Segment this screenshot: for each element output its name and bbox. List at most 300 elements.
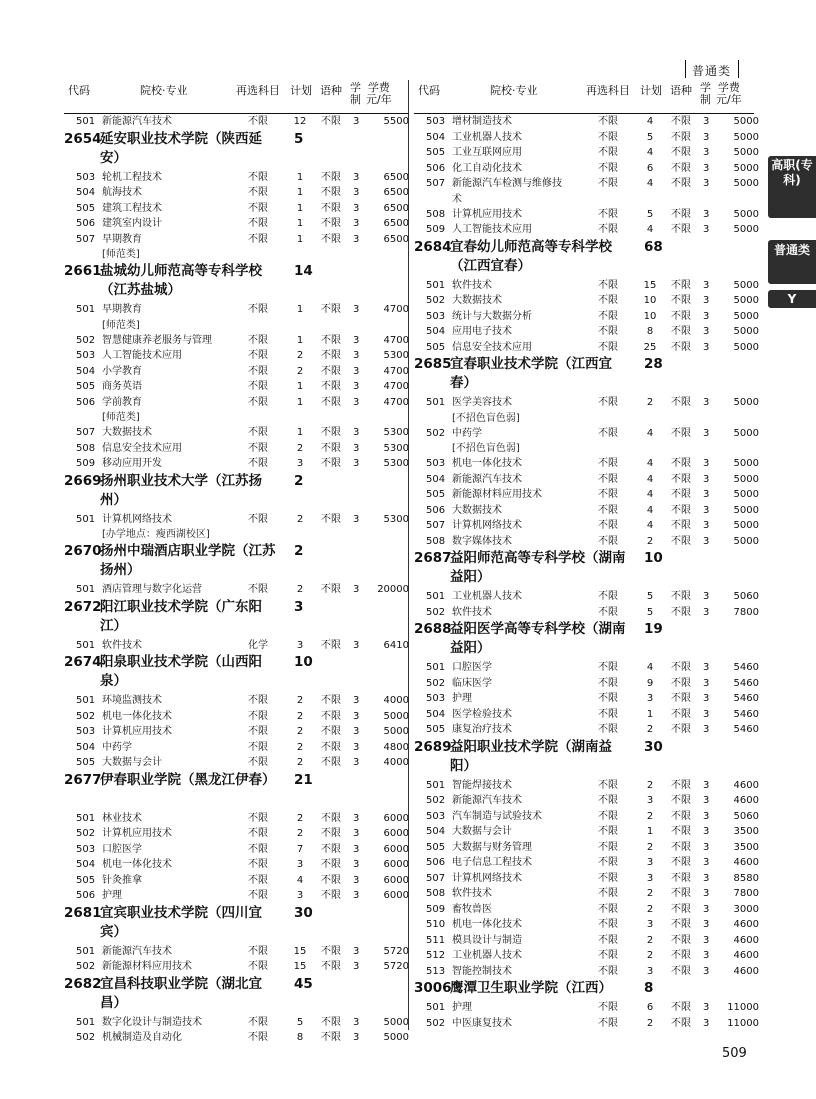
tuition-fee: 5460 bbox=[733, 708, 759, 720]
major-code: 501 bbox=[76, 116, 96, 127]
major-code: 505 bbox=[76, 202, 96, 214]
major-code: 502 bbox=[76, 1032, 96, 1043]
major-code: 501 bbox=[76, 1016, 96, 1028]
major-code: 508 bbox=[426, 888, 446, 899]
years: 3 bbox=[353, 381, 360, 392]
tuition-fee: 6500 bbox=[383, 171, 409, 183]
plan-count: 4 bbox=[646, 427, 654, 439]
subject-requirement: 不限 bbox=[248, 741, 268, 753]
major-code: 502 bbox=[76, 828, 96, 839]
major-row bbox=[64, 185, 409, 201]
major-code: 507 bbox=[76, 233, 96, 245]
plan-count: 5 bbox=[646, 606, 654, 618]
major-row bbox=[64, 873, 409, 889]
col-fee-header: 学费 元/年 bbox=[716, 81, 742, 106]
subject-requirement: 不限 bbox=[598, 841, 618, 853]
language: 不限 bbox=[321, 304, 341, 315]
plan-count: 15 bbox=[293, 945, 307, 957]
years: 3 bbox=[353, 513, 360, 525]
school-plan-total: 3 bbox=[294, 598, 304, 615]
school-block bbox=[64, 542, 409, 582]
subject-requirement: 不限 bbox=[598, 178, 618, 189]
language: 不限 bbox=[321, 945, 341, 957]
major-code: 505 bbox=[426, 147, 446, 158]
major-note: [师范类] bbox=[102, 412, 140, 423]
major-code: 503 bbox=[76, 350, 96, 361]
years: 3 bbox=[353, 843, 360, 855]
major-name: 移动应用开发 bbox=[102, 458, 162, 469]
school-name: 延安职业技术学院（陕西延安） bbox=[100, 130, 262, 166]
language: 不限 bbox=[671, 131, 691, 143]
major-code: 501 bbox=[76, 304, 96, 315]
years: 3 bbox=[703, 795, 710, 806]
subject-requirement: 化学 bbox=[248, 639, 268, 651]
plan-count: 1 bbox=[296, 233, 304, 245]
major-row bbox=[64, 201, 409, 217]
school-name: 扬州职业技术大学（江苏扬州） bbox=[100, 472, 262, 508]
major-code: 501 bbox=[76, 695, 96, 706]
tuition-fee: 4600 bbox=[733, 795, 759, 806]
major-code: 503 bbox=[76, 171, 96, 183]
tuition-fee: 5460 bbox=[733, 724, 759, 735]
subject-requirement: 不限 bbox=[248, 710, 268, 722]
major-code: 501 bbox=[426, 662, 446, 673]
years: 3 bbox=[703, 504, 710, 516]
major-code: 506 bbox=[76, 396, 96, 408]
major-name: 计算机应用技术 bbox=[102, 726, 172, 737]
major-name: 新能源汽车技术 bbox=[102, 116, 172, 127]
major-code: 502 bbox=[426, 677, 446, 689]
language: 不限 bbox=[321, 859, 341, 870]
col-subjects-header: 再选科目 bbox=[586, 84, 630, 97]
language: 不限 bbox=[671, 677, 691, 689]
plan-count: 15 bbox=[643, 279, 657, 291]
right-column bbox=[414, 80, 759, 1031]
tuition-fee: 5000 bbox=[733, 279, 759, 291]
years: 3 bbox=[703, 606, 710, 618]
plan-count: 1 bbox=[296, 381, 304, 392]
major-name: 林业技术 bbox=[102, 812, 142, 824]
major-name: 护理 bbox=[452, 1002, 472, 1013]
tuition-fee: 5000 bbox=[383, 726, 409, 737]
years: 3 bbox=[353, 202, 360, 214]
language: 不限 bbox=[321, 843, 341, 855]
tuition-fee: 5000 bbox=[733, 295, 759, 306]
language: 不限 bbox=[671, 116, 691, 127]
major-row bbox=[414, 487, 759, 503]
major-name: 电子信息工程技术 bbox=[452, 857, 532, 868]
major-name: 计算机应用技术 bbox=[452, 208, 522, 220]
plan-count: 3 bbox=[646, 795, 654, 806]
plan-count: 2 bbox=[646, 903, 654, 915]
years: 3 bbox=[703, 326, 710, 337]
tuition-fee: 6000 bbox=[383, 843, 409, 855]
school-code: 2654 bbox=[64, 130, 102, 147]
school-plan-total: 10 bbox=[294, 654, 313, 670]
plan-count: 2 bbox=[646, 841, 654, 853]
language: 不限 bbox=[671, 903, 691, 915]
major-name: 计算机网络技术 bbox=[452, 872, 522, 884]
major-row bbox=[414, 589, 759, 605]
school-code: 2687 bbox=[414, 550, 452, 566]
tuition-fee: 5000 bbox=[733, 178, 759, 189]
major-name: 中药学 bbox=[102, 741, 132, 753]
tuition-fee: 7800 bbox=[733, 888, 759, 899]
tuition-fee: 4600 bbox=[733, 857, 759, 868]
tuition-fee: 5000 bbox=[733, 535, 759, 547]
language: 不限 bbox=[671, 326, 691, 337]
years: 3 bbox=[353, 171, 360, 183]
major-name: 工业机器人技术 bbox=[452, 591, 522, 602]
plan-count: 4 bbox=[646, 147, 654, 158]
subject-requirement: 不限 bbox=[598, 662, 618, 673]
major-code: 505 bbox=[76, 757, 96, 768]
major-code: 502 bbox=[426, 795, 446, 806]
school-name: 宜昌科技职业学院（湖北宜昌） bbox=[100, 975, 262, 1011]
plan-count: 4 bbox=[646, 224, 654, 235]
major-code: 502 bbox=[426, 427, 446, 439]
major-code: 501 bbox=[76, 812, 96, 824]
language: 不限 bbox=[671, 795, 691, 806]
subject-requirement: 不限 bbox=[248, 859, 268, 870]
major-row bbox=[414, 534, 759, 550]
years: 3 bbox=[703, 224, 710, 235]
plan-count: 2 bbox=[296, 442, 304, 454]
major-row bbox=[414, 722, 759, 738]
plan-count: 2 bbox=[296, 513, 304, 525]
subject-requirement: 不限 bbox=[598, 795, 618, 806]
major-name: 汽车制造与试验技术 bbox=[452, 810, 542, 822]
col-school-major-header: 院校·专业 bbox=[140, 84, 188, 97]
language: 不限 bbox=[671, 1017, 691, 1029]
tuition-fee: 4000 bbox=[383, 757, 409, 768]
language: 不限 bbox=[321, 116, 341, 127]
tuition-fee: 5460 bbox=[733, 677, 759, 689]
major-name: 口腔医学 bbox=[452, 662, 492, 673]
school-code: 2684 bbox=[414, 238, 452, 255]
language: 不限 bbox=[321, 1032, 341, 1043]
years: 3 bbox=[353, 961, 360, 972]
plan-count: 15 bbox=[293, 961, 307, 972]
major-row bbox=[64, 857, 409, 873]
school-code: 2670 bbox=[64, 543, 102, 559]
language: 不限 bbox=[671, 919, 691, 930]
major-name: 大数据技术 bbox=[102, 427, 152, 438]
major-name: 智能控制技术 bbox=[452, 965, 512, 977]
subject-requirement: 不限 bbox=[248, 202, 268, 214]
years: 3 bbox=[703, 1002, 710, 1013]
language: 不限 bbox=[321, 874, 341, 886]
subject-requirement: 不限 bbox=[598, 208, 618, 220]
major-row bbox=[414, 518, 759, 534]
major-name: 建筑室内设计 bbox=[102, 218, 162, 229]
plan-count: 2 bbox=[646, 397, 654, 408]
tuition-fee: 4700 bbox=[383, 334, 409, 346]
major-row bbox=[414, 456, 759, 472]
years: 3 bbox=[353, 726, 360, 737]
years: 3 bbox=[353, 874, 360, 886]
tuition-fee: 4000 bbox=[383, 695, 409, 706]
subject-requirement: 不限 bbox=[598, 341, 618, 353]
tuition-fee: 5000 bbox=[733, 310, 759, 322]
years: 3 bbox=[353, 458, 360, 469]
major-name: 医学检验技术 bbox=[452, 708, 512, 720]
tuition-fee: 5000 bbox=[733, 147, 759, 158]
major-row bbox=[414, 778, 759, 794]
school-name: 宜宾职业技术学院（四川宜宾） bbox=[100, 904, 262, 940]
col-subjects-header: 再选科目 bbox=[236, 84, 280, 97]
subject-requirement: 不限 bbox=[598, 131, 618, 143]
language: 不限 bbox=[321, 757, 341, 768]
tuition-fee: 4700 bbox=[383, 365, 409, 377]
plan-count: 4 bbox=[646, 473, 654, 485]
major-code: 504 bbox=[76, 187, 96, 198]
major-row bbox=[414, 605, 759, 621]
major-row bbox=[414, 145, 759, 161]
subject-requirement: 不限 bbox=[598, 326, 618, 337]
major-row bbox=[64, 755, 409, 771]
subject-requirement: 不限 bbox=[598, 724, 618, 735]
major-code: 508 bbox=[426, 535, 446, 547]
major-name: 轮机工程技术 bbox=[102, 171, 162, 183]
plan-count: 1 bbox=[646, 826, 654, 837]
subject-requirement: 不限 bbox=[598, 504, 618, 516]
tuition-fee: 6500 bbox=[383, 187, 409, 198]
language: 不限 bbox=[671, 965, 691, 977]
school-block bbox=[64, 598, 409, 638]
tuition-fee: 5000 bbox=[733, 473, 759, 485]
major-name: 人工智能技术应用 bbox=[102, 350, 182, 361]
language: 不限 bbox=[321, 1016, 341, 1028]
major-name: 临床医学 bbox=[452, 677, 492, 689]
language: 不限 bbox=[671, 841, 691, 853]
major-row bbox=[64, 114, 409, 130]
tuition-fee: 5300 bbox=[383, 442, 409, 454]
major-row bbox=[64, 456, 409, 472]
subject-requirement: 不限 bbox=[248, 757, 268, 768]
years: 3 bbox=[703, 841, 710, 853]
major-name: 工业机器人技术 bbox=[452, 950, 522, 961]
plan-count: 4 bbox=[646, 520, 654, 531]
subject-requirement: 不限 bbox=[598, 397, 618, 408]
major-name: 应用电子技术 bbox=[452, 326, 512, 337]
language: 不限 bbox=[671, 310, 691, 322]
subject-requirement: 不限 bbox=[248, 695, 268, 706]
col-lang-header: 语种 bbox=[670, 84, 692, 97]
tuition-fee: 5000 bbox=[733, 131, 759, 143]
subject-requirement: 不限 bbox=[598, 1002, 618, 1013]
plan-count: 1 bbox=[296, 171, 304, 183]
major-name: 大数据与财务管理 bbox=[452, 841, 532, 853]
language: 不限 bbox=[671, 224, 691, 235]
language: 不限 bbox=[321, 396, 341, 408]
major-row bbox=[414, 948, 759, 964]
school-plan-total: 30 bbox=[644, 738, 663, 755]
tuition-fee: 5000 bbox=[733, 116, 759, 127]
major-code: 503 bbox=[76, 843, 96, 855]
subject-requirement: 不限 bbox=[248, 1032, 268, 1043]
years: 3 bbox=[703, 693, 710, 704]
school-plan-total: 2 bbox=[294, 543, 304, 559]
years: 3 bbox=[703, 779, 710, 791]
col-code-header: 代码 bbox=[418, 84, 440, 97]
major-name: 新能源材料应用技术 bbox=[452, 489, 542, 500]
major-row bbox=[64, 724, 409, 740]
plan-count: 3 bbox=[296, 859, 304, 870]
tuition-fee: 5000 bbox=[733, 397, 759, 408]
years: 3 bbox=[353, 442, 360, 454]
major-name: 机械制造及自动化 bbox=[102, 1032, 182, 1043]
major-code: 505 bbox=[76, 874, 96, 886]
col-years-header: 学 制 bbox=[700, 81, 711, 106]
plan-count: 5 bbox=[646, 131, 654, 143]
years: 3 bbox=[703, 662, 710, 673]
tuition-fee: 5720 bbox=[383, 961, 409, 972]
years: 3 bbox=[353, 584, 360, 595]
plan-count: 3 bbox=[646, 965, 654, 977]
language: 不限 bbox=[671, 427, 691, 439]
language: 不限 bbox=[321, 365, 341, 377]
language: 不限 bbox=[671, 1002, 691, 1013]
language: 不限 bbox=[321, 639, 341, 651]
subject-requirement: 不限 bbox=[248, 961, 268, 972]
tuition-fee: 3000 bbox=[733, 903, 759, 915]
major-name: 口腔医学 bbox=[102, 843, 142, 855]
tuition-fee: 5000 bbox=[733, 326, 759, 337]
major-code: 509 bbox=[76, 458, 96, 469]
major-row bbox=[64, 693, 409, 709]
subject-requirement: 不限 bbox=[598, 693, 618, 704]
subject-requirement: 不限 bbox=[598, 934, 618, 946]
major-code: 507 bbox=[426, 178, 446, 189]
major-name: 信息安全技术应用 bbox=[452, 341, 532, 353]
major-name: 软件技术 bbox=[102, 639, 142, 651]
years: 3 bbox=[353, 218, 360, 229]
plan-count: 8 bbox=[296, 1032, 304, 1043]
major-code: 513 bbox=[426, 965, 446, 977]
major-code: 512 bbox=[426, 950, 446, 961]
major-code: 504 bbox=[426, 473, 446, 485]
major-code: 502 bbox=[426, 606, 446, 618]
subject-requirement: 不限 bbox=[248, 233, 268, 245]
school-code: 2677 bbox=[64, 771, 102, 788]
major-code: 501 bbox=[426, 779, 446, 791]
major-name: 机电一体化技术 bbox=[102, 710, 172, 722]
years: 3 bbox=[353, 757, 360, 768]
language: 不限 bbox=[671, 147, 691, 158]
plan-count: 2 bbox=[646, 934, 654, 946]
years: 3 bbox=[353, 945, 360, 957]
years: 3 bbox=[703, 888, 710, 899]
page-number: 509 bbox=[722, 1046, 747, 1061]
major-code: 501 bbox=[426, 1002, 446, 1013]
major-name: 模具设计与制造 bbox=[452, 934, 522, 946]
school-plan-total: 45 bbox=[294, 975, 313, 992]
school-block bbox=[414, 355, 754, 395]
plan-count: 2 bbox=[646, 1017, 654, 1029]
major-name: 机电一体化技术 bbox=[102, 859, 172, 870]
major-row bbox=[414, 855, 759, 871]
subject-requirement: 不限 bbox=[598, 903, 618, 915]
years: 3 bbox=[353, 350, 360, 361]
school-name: 鹰潭卫生职业学院（江西） bbox=[450, 980, 612, 996]
school-code: 2689 bbox=[414, 738, 452, 755]
major-row bbox=[64, 425, 409, 441]
language: 不限 bbox=[321, 513, 341, 525]
years: 3 bbox=[353, 812, 360, 824]
subject-requirement: 不限 bbox=[248, 116, 268, 127]
major-code: 508 bbox=[426, 208, 446, 220]
subject-requirement: 不限 bbox=[598, 826, 618, 837]
major-name: 中药学 bbox=[452, 427, 482, 439]
major-name: 软件技术 bbox=[452, 888, 492, 899]
years: 3 bbox=[353, 890, 360, 901]
plan-count: 4 bbox=[646, 458, 654, 469]
major-row bbox=[414, 114, 759, 130]
school-plan-total: 8 bbox=[644, 980, 654, 996]
plan-count: 4 bbox=[646, 178, 654, 189]
plan-count: 3 bbox=[296, 890, 304, 901]
major-code: 501 bbox=[426, 279, 446, 291]
tuition-fee: 5000 bbox=[383, 1016, 409, 1028]
major-note: [不招色盲色弱] bbox=[452, 412, 520, 424]
major-row bbox=[414, 809, 759, 825]
school-plan-total: 21 bbox=[294, 771, 313, 788]
major-name: 畜牧兽医 bbox=[452, 903, 492, 915]
major-row bbox=[64, 740, 409, 756]
major-code: 510 bbox=[426, 919, 446, 930]
subject-requirement: 不限 bbox=[598, 779, 618, 791]
major-row bbox=[414, 1000, 759, 1016]
plan-count: 1 bbox=[296, 427, 304, 438]
plan-count: 4 bbox=[646, 504, 654, 516]
category-header: 普通类 bbox=[692, 64, 732, 78]
major-row bbox=[414, 660, 759, 676]
tuition-fee: 6500 bbox=[383, 202, 409, 214]
school-plan-total: 30 bbox=[294, 904, 313, 921]
subject-requirement: 不限 bbox=[598, 224, 618, 235]
major-row bbox=[414, 691, 759, 707]
school-block bbox=[414, 979, 754, 1000]
subject-requirement: 不限 bbox=[248, 874, 268, 886]
plan-count: 1 bbox=[296, 187, 304, 198]
years: 3 bbox=[353, 639, 360, 651]
tuition-fee: 6500 bbox=[383, 218, 409, 229]
years: 3 bbox=[703, 427, 710, 439]
years: 3 bbox=[353, 741, 360, 753]
language: 不限 bbox=[321, 710, 341, 722]
plan-count: 2 bbox=[296, 365, 304, 377]
language: 不限 bbox=[321, 202, 341, 214]
major-code: 502 bbox=[426, 1017, 446, 1029]
major-name: 中医康复技术 bbox=[452, 1017, 512, 1029]
school-plan-total: 68 bbox=[644, 238, 663, 255]
tuition-fee: 5000 bbox=[383, 1032, 409, 1043]
major-code: 506 bbox=[426, 162, 446, 174]
plan-count: 2 bbox=[296, 757, 304, 768]
subject-requirement: 不限 bbox=[598, 295, 618, 306]
side-tab-level: 高职(专科) bbox=[768, 156, 816, 218]
language: 不限 bbox=[321, 890, 341, 901]
plan-count: 3 bbox=[646, 857, 654, 868]
major-name: 早期教育 bbox=[102, 304, 142, 315]
major-code: 502 bbox=[76, 961, 96, 972]
major-name: 软件技术 bbox=[452, 606, 492, 618]
major-code: 504 bbox=[426, 131, 446, 143]
major-code: 508 bbox=[76, 442, 96, 454]
language: 不限 bbox=[321, 695, 341, 706]
major-row bbox=[414, 278, 759, 294]
